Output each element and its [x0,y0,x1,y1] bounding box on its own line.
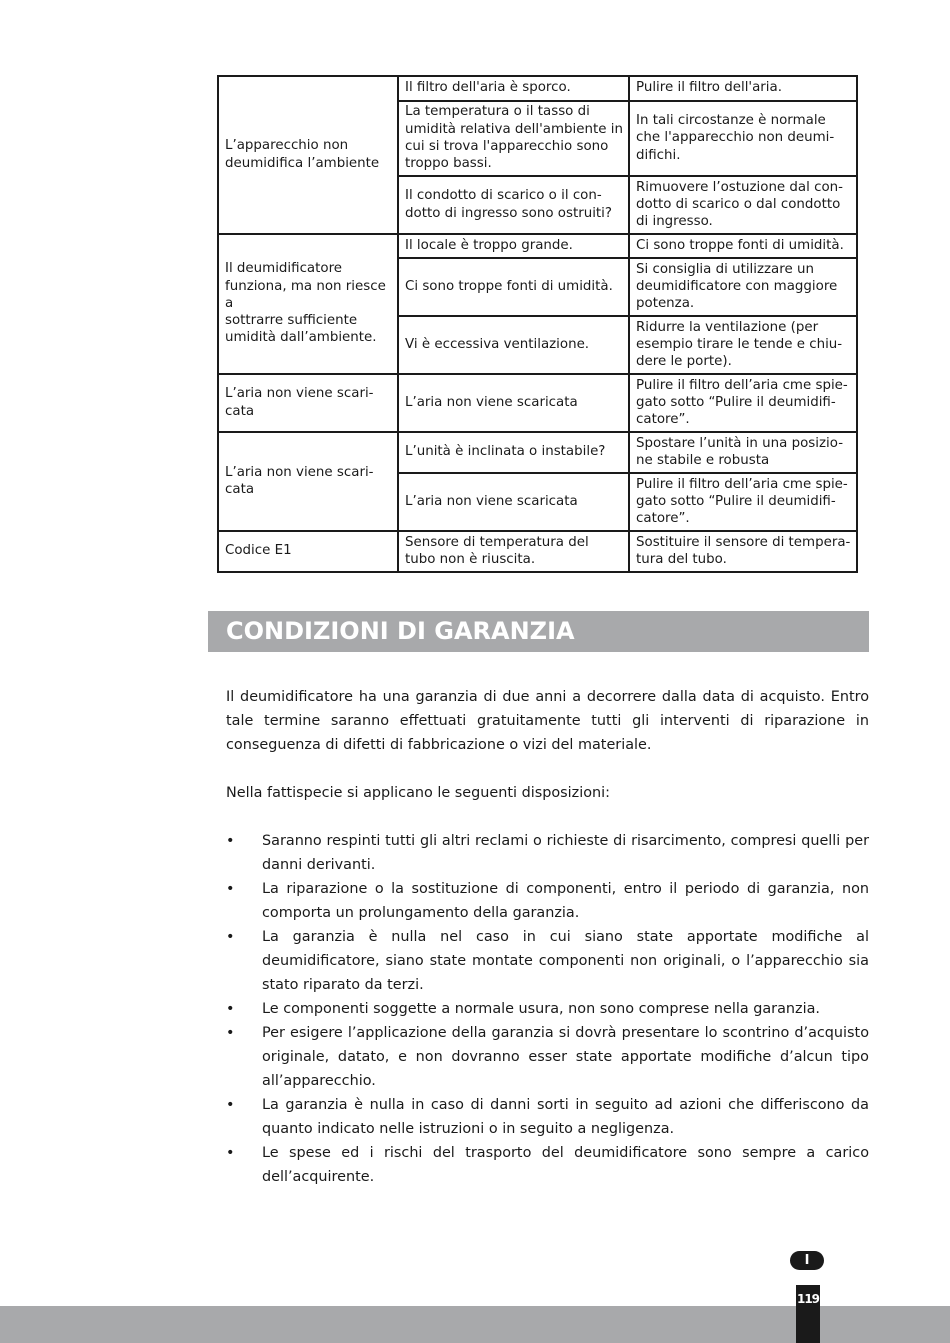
warranty-intro: Il deumidificatore ha una garanzia di due anni a decorrere dalla data di acquisto. Entro tale termine saranno effettuati gratuitamente tutti gli interventi di riparazione in conseguenza di difetti di fabbricazione o vizi del materiale. [226,689,869,753]
list-item [226,925,869,997]
warranty-heading: CONDIZIONI DI GARANZIA [208,611,869,652]
list-item-text: La garanzia è nulla nel caso in cui siano state apportate modifiche al deumidificatore, siano state montate componenti non originali, o l’apparecchio sia stato riparato da terzi. [262,929,869,993]
cause-cell: Il filtro dell'aria è sporco. [398,76,629,101]
bullet-icon: • [226,1097,235,1113]
cause-cell: Il condotto di scarico o il con-dotto di ingresso sono ostruiti? [398,176,629,234]
list-item [226,1021,869,1093]
solution-cell: Pulire il filtro dell’aria cme spie-gato sotto “Pulire il deumidifi-catore”. [629,374,857,432]
list-item [226,997,869,1021]
table-row [218,432,857,473]
problem-cell: L’aria non viene scari-cata [218,374,398,432]
bullet-icon: • [226,1025,235,1041]
table-row [218,531,857,572]
cause-cell: L’aria non viene scaricata [398,473,629,531]
solution-cell: Ridurre la ventilazione (per esempio tirare le tende e chiu-dere le porte). [629,316,857,374]
list-item [226,877,869,925]
table-row [218,374,857,432]
problem-cell: L’aria non viene scari-cata [218,432,398,531]
cause-cell: L’aria non viene scaricata [398,374,629,432]
list-item-text: Saranno respinti tutti gli altri reclami o richieste di risarcimento, compresi quelli per danni derivanti. [262,833,869,873]
list-item-text: Le spese ed i rischi del trasporto del deumidificatore sono sempre a carico dell’acquirente. [262,1145,869,1185]
page-number: 119 [796,1285,820,1343]
cause-cell: Ci sono troppe fonti di umidità. [398,258,629,316]
solution-cell: Si consiglia di utilizzare un deumidificatore con maggiore potenza. [629,258,857,316]
troubleshooting-table [217,75,858,573]
problem-cell: Il deumidificatore funziona, ma non riesce a sottrarre sufficiente umidità dall’ambiente. [218,234,398,374]
list-item-text: La garanzia è nulla in caso di danni sorti in seguito ad azioni che differiscono da quanto indicato nelle istruzioni o in seguito a negligenza. [262,1097,869,1137]
bullet-icon: • [226,1145,235,1161]
list-item-text: Le componenti soggette a normale usura, non sono comprese nella garanzia. [262,1001,820,1017]
cause-cell: L’unità è inclinata o instabile? [398,432,629,473]
warranty-lead: Nella fattispecie si applicano le seguenti disposizioni: [226,785,610,801]
bullet-icon: • [226,833,235,849]
solution-cell: Pulire il filtro dell'aria. [629,76,857,101]
solution-cell: Pulire il filtro dell’aria cme spie-gato sotto “Pulire il deumidifi-catore”. [629,473,857,531]
cause-cell: Vi è eccessiva ventilazione. [398,316,629,374]
list-item [226,1141,869,1189]
solution-cell: In tali circostanze è normale che l'apparecchio non deumi-difichi. [629,101,857,176]
cause-cell: Sensore di temperatura del tubo non è riuscita. [398,531,629,572]
solution-cell: Ci sono troppe fonti di umidità. [629,234,857,258]
bullet-icon: • [226,1001,235,1017]
list-item [226,1093,869,1141]
bullet-icon: • [226,881,235,897]
cause-cell: Il locale è troppo grande. [398,234,629,258]
problem-cell: Codice E1 [218,531,398,572]
table-row [218,234,857,258]
list-item-text: Per esigere l’applicazione della garanzia si dovrà presentare lo scontrino d’acquisto originale, datato, e non dovranno esser state apportate modifiche d’alcun tipo all’apparecchio. [262,1025,869,1089]
list-item-text: La riparazione o la sostituzione di componenti, entro il periodo di garanzia, non comporta un prolungamento della garanzia. [262,881,869,921]
problem-cell: L’apparecchio non deumidifica l’ambiente [218,76,398,234]
table-row [218,76,857,101]
list-item [226,829,869,877]
solution-cell: Sostituire il sensore di tempera-tura del tubo. [629,531,857,572]
bullet-icon: • [226,929,235,945]
language-badge: I [790,1251,824,1270]
cause-cell: La temperatura o il tasso di umidità relativa dell'ambiente in cui si trova l'apparecchio sono troppo bassi. [398,101,629,176]
solution-cell: Rimuovere l’ostuzione dal con-dotto di scarico o dal condotto di ingresso. [629,176,857,234]
warranty-conditions-list [226,829,869,1189]
solution-cell: Spostare l’unità in una posizio-ne stabile e robusta [629,432,857,473]
